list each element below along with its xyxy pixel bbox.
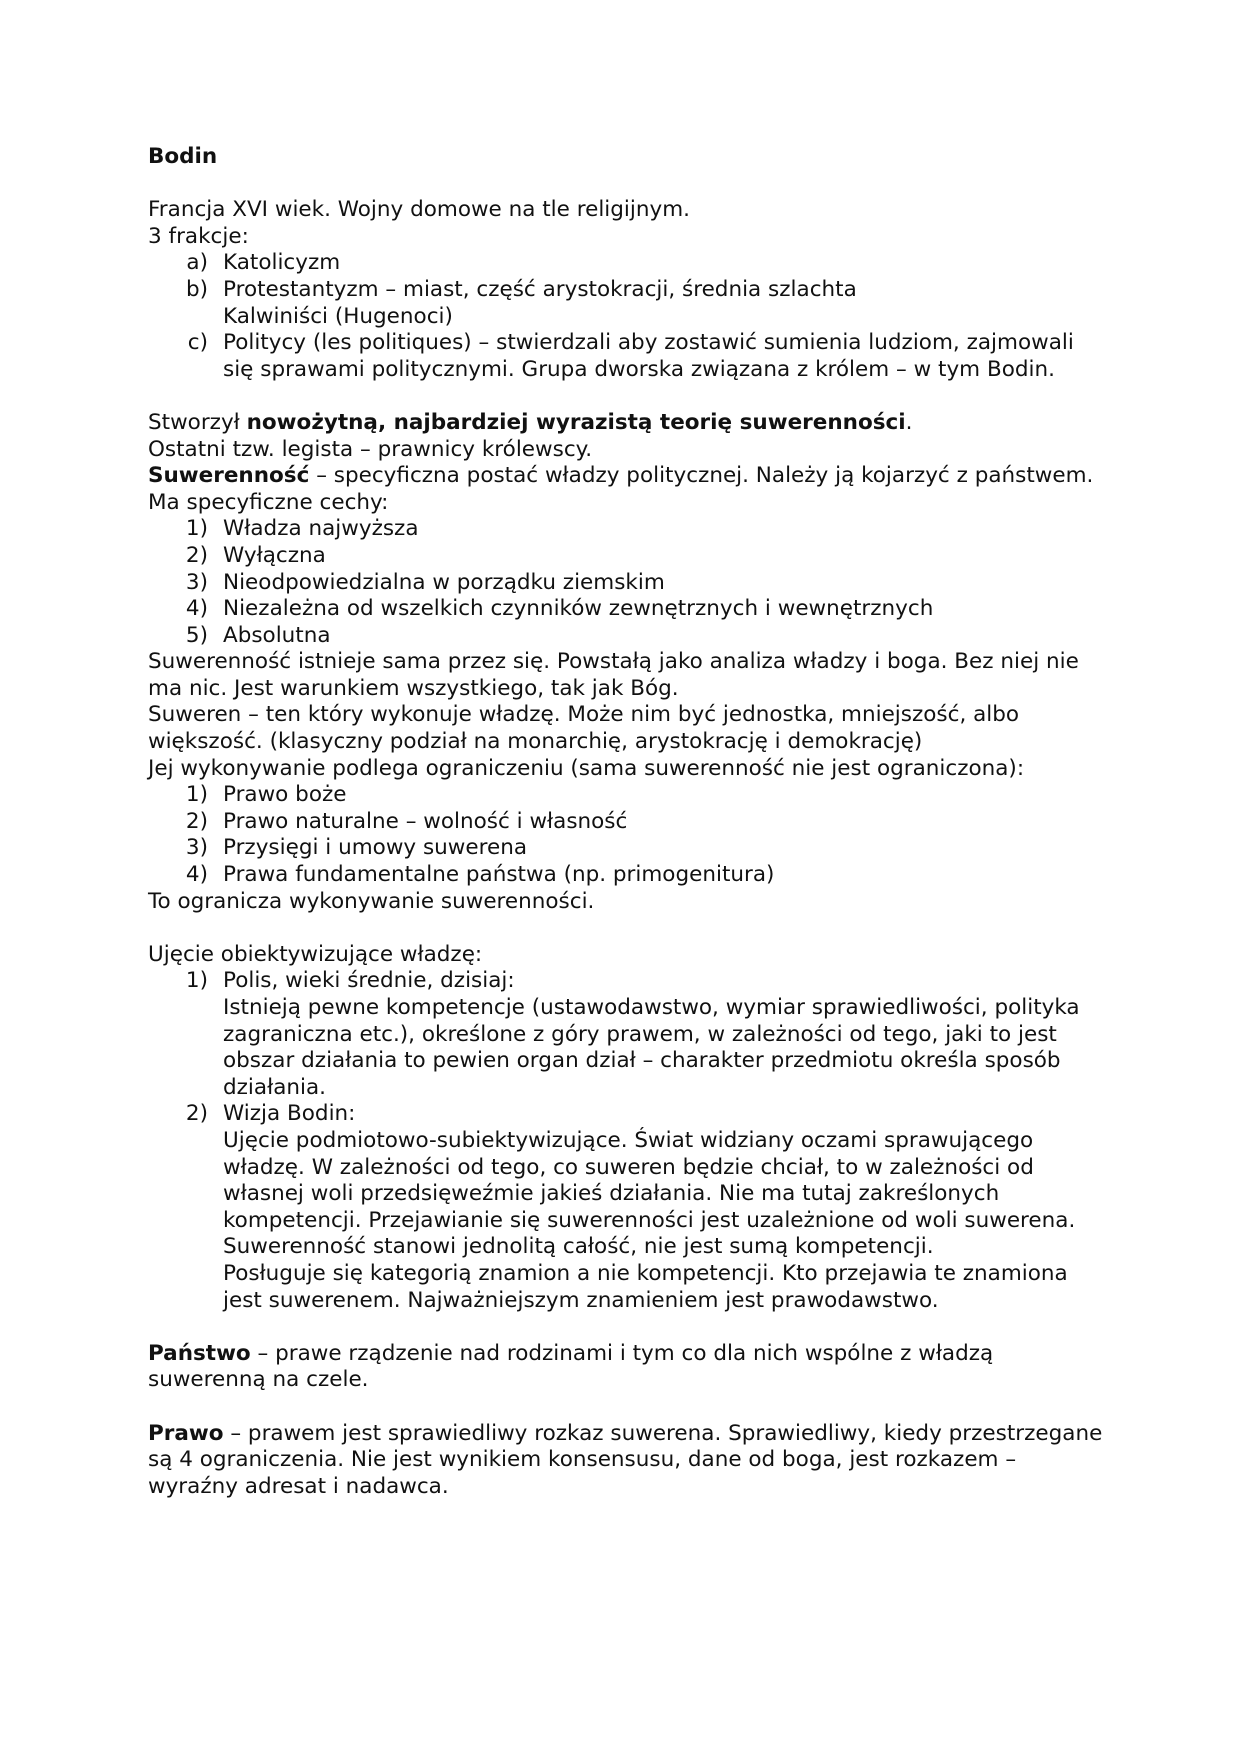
factions-heading: 3 frakcje: [148, 223, 249, 249]
list-item: 1) Polis, wieki średnie, dzisiaj: [185, 968, 515, 994]
list-item: 2) Prawo naturalne – wolność i własność [185, 808, 628, 834]
list-item: 2) Wizja Bodin: [185, 1101, 356, 1127]
list-item: c) Politycy (les politiques) – stwierdzali aby zostawić sumienia ludziom, zajmowali się sprawami politycznymi. Grupa dworska związana z królem – w tym Bodin. [187, 330, 1074, 382]
list-item-body: Istnieją pewne kompetencje (ustawodawstwo, wymiar sprawiedliwości, polityka zagraniczna etc.), określone z góry prawem, w zależności od tego, jaki to jest obszar działania to pewien organ dział – charakter przedmiotu określa sposób działania. [223, 995, 1080, 1100]
list-item: a) Katolicyzm [186, 250, 341, 276]
limits-intro: Jej wykonywanie podlega ograniczeniu (sama suwerenność nie jest ograniczona): [148, 755, 1025, 781]
list-item: 3) Przysięgi i umowy suwerena [185, 835, 528, 861]
list-item-body: Posługuje się kategorią znamion a nie kompetencji. Kto przejawia te znamiona jest suwerenem. Najważniejszym znamieniem jest prawodawstwo. [223, 1260, 1068, 1313]
page-title: Bodin [148, 144, 218, 169]
list-item: 5) Absolutna [185, 622, 331, 648]
limits-outro: To ogranicza wykonywanie suwerenności. [148, 888, 595, 914]
list-item: b) Protestantyzm – miast, część arystokracji, średnia szlachta Kalwiniści (Hugenoci) [185, 276, 857, 329]
theory-paragraph: Stworzył nowożytną, najbardziej wyrazistą teorię suwerenności. [148, 409, 913, 435]
list-item: 4) Prawa fundamentalne państwa (np. primogenitura) [185, 862, 775, 888]
list-item: 2) Wyłączna [185, 542, 326, 568]
sovereignty-definition: Suwerenność – specyficzna postać władzy politycznej. Należy ją kojarzyć z państwem. Ma specyficzne cechy: [148, 463, 1094, 515]
state-definition: Państwo – prawe rządzenie nad rodzinami i tym co dla nich wspólne z władzą suwerenną na czele. [148, 1340, 994, 1393]
list-item: 4) Niezależna od wszelkich czynników zewnętrznych i wewnętrznych [185, 596, 934, 622]
exists-paragraph: Suwerenność istnieje sama przez się. Powstałą jako analiza władzy i boga. Bez niej nie ma nic. Jest warunkiem wszystkiego, tak jak Bóg. [148, 649, 1079, 701]
law-definition: Prawo – prawem jest sprawiedliwy rozkaz suwerena. Sprawiedliwy, kiedy przestrzegane są 4 ograniczenia. Nie jest wynikiem konsensusu, dane od boga, jest rozkazem – wyraźny adresat i nadawca. [148, 1420, 1103, 1499]
list-item-body: Ujęcie podmiotowo-subiektywizujące. Świat widziany oczami sprawującego władzę. W zależności od tego, co suweren będzie chciał, to w zależności od własnej woli przedsięweźmie jakieś działania. Nie ma tutaj zakreślonych kompetencji. Przejawianie się suwerenności jest uzależnione od woli suwerena. Suwerenność stanowi jednolitą całość, nie jest sumą kompetencji. [223, 1127, 1076, 1260]
objective-intro: Ujęcie obiektywizujące władzę: [148, 941, 483, 967]
sovereign-paragraph: Suweren – ten który wykonuje władzę. Może nim być jednostka, mniejszość, albo większość. (klasyczny podział na monarchię, arystokrację i demokrację) [148, 702, 1020, 755]
legist-paragraph: Ostatni tzw. legista – prawnicy królewscy. [148, 436, 593, 462]
list-item: 1) Prawo boże [185, 782, 347, 808]
intro-line: Francja XVI wiek. Wojny domowe na tle religijnym. [148, 197, 690, 223]
document-body [148, 144, 1108, 1500]
list-item: 1) Władza najwyższa [185, 516, 419, 542]
list-item: 3) Nieodpowiedzialna w porządku ziemskim [185, 569, 665, 595]
